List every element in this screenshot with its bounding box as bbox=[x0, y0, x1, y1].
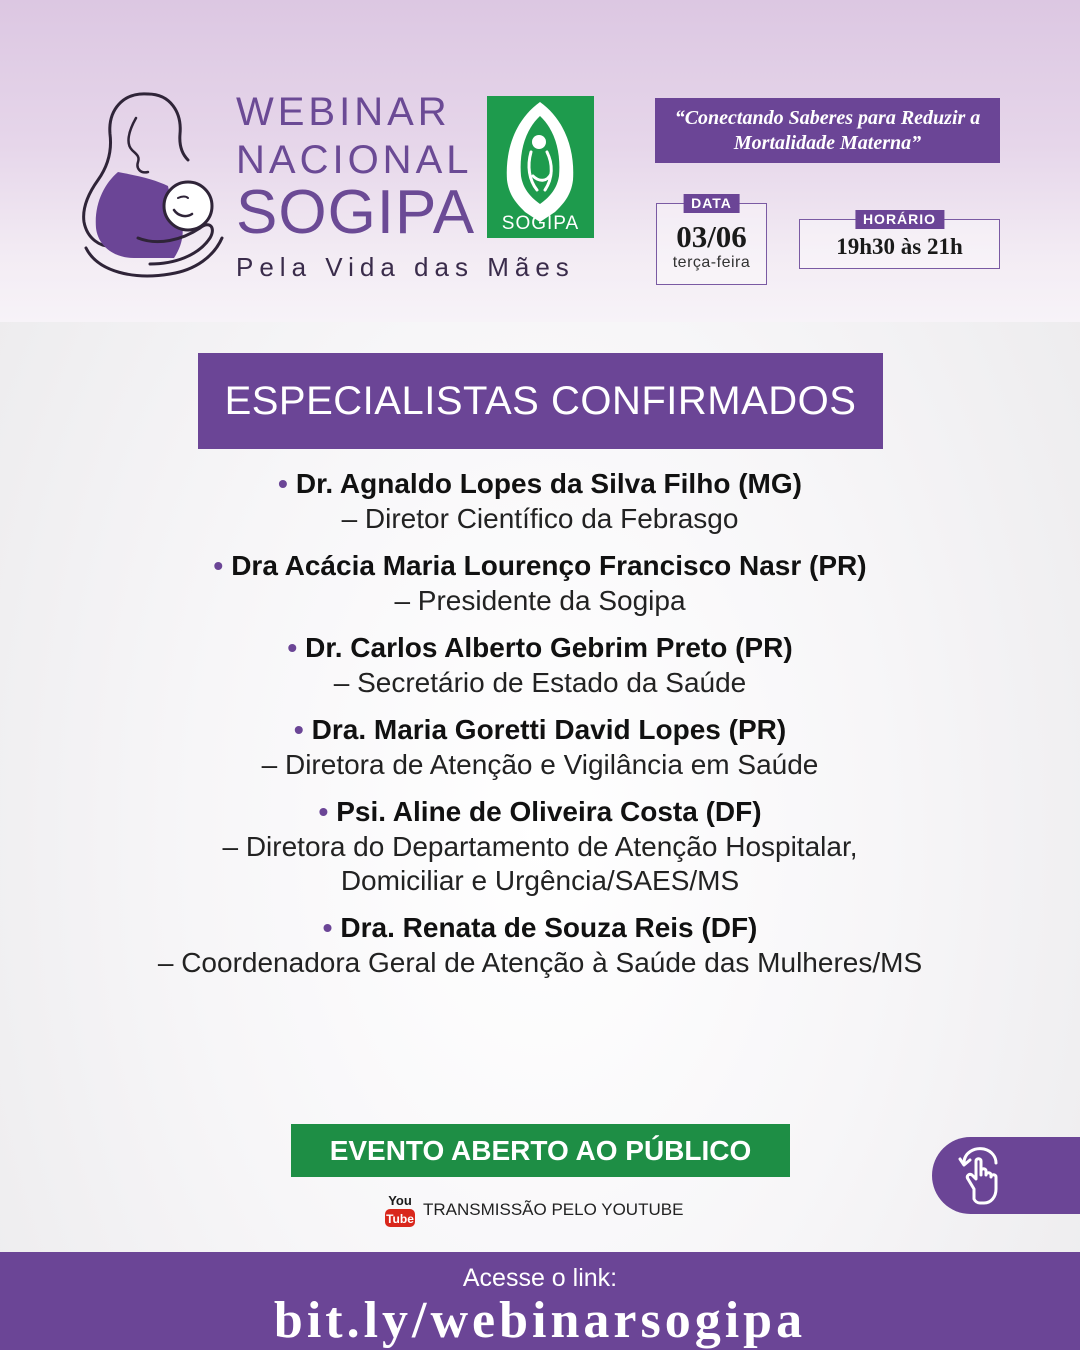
bullet-icon: • bbox=[293, 714, 304, 745]
title-line-3: SOGIPA bbox=[236, 178, 476, 247]
bullet-icon: • bbox=[213, 550, 224, 581]
footer-banner bbox=[0, 1252, 1080, 1350]
list-item bbox=[40, 548, 1040, 618]
bullet-icon: • bbox=[287, 632, 298, 663]
youtube-icon-bottom-text: Tube bbox=[386, 1212, 414, 1226]
specialist-role: – Diretor Científico da Febrasgo bbox=[341, 503, 739, 534]
specialist-role: – Coordenadora Geral de Atenção à Saúde das Mulheres/MS bbox=[157, 947, 923, 978]
specialist-role: – Diretora do Departamento de Atenção Hospitalar, bbox=[222, 831, 858, 862]
registration-link[interactable]: bit.ly/webinarsogipa bbox=[273, 1292, 807, 1349]
list-item bbox=[40, 910, 1040, 980]
title-line-2: NACIONAL bbox=[236, 138, 473, 182]
theme-quote: “Conectando Saberes para Reduzir a Mortalidade Materna” bbox=[655, 98, 1000, 163]
time-box bbox=[799, 211, 1000, 269]
date-label: DATA bbox=[683, 194, 740, 213]
list-item bbox=[40, 794, 1040, 898]
bullet-icon: • bbox=[278, 468, 288, 499]
list-item bbox=[40, 466, 1040, 536]
sogipa-logo-label: SOGIPA bbox=[501, 213, 580, 234]
time-label: HORÁRIO bbox=[855, 210, 944, 229]
sogipa-logo bbox=[487, 96, 594, 238]
specialist-role: – Secretário de Estado da Saúde bbox=[333, 667, 747, 698]
webinar-title bbox=[236, 88, 476, 246]
youtube-icon bbox=[384, 1190, 416, 1228]
specialist-name: Dra. Renata de Souza Reis (DF) bbox=[340, 912, 758, 943]
specialist-role: – Diretora de Atenção e Vigilância em Saúde bbox=[261, 749, 819, 780]
hand-pointer-icon bbox=[950, 1145, 1020, 1207]
list-item bbox=[40, 712, 1040, 782]
tap-here-tab[interactable] bbox=[932, 1137, 1080, 1214]
specialist-name: Dr. Agnaldo Lopes da Silva Filho (MG) bbox=[295, 468, 802, 499]
youtube-icon-top-text: You bbox=[388, 1193, 412, 1208]
mother-baby-icon bbox=[78, 88, 228, 283]
list-item bbox=[40, 630, 1040, 700]
open-event-badge: EVENTO ABERTO AO PÚBLICO bbox=[291, 1124, 790, 1177]
section-title: ESPECIALISTAS CONFIRMADOS bbox=[198, 353, 883, 449]
bullet-icon: • bbox=[318, 796, 329, 827]
specialist-name: Dra Acácia Maria Lourenço Francisco Nasr (PR) bbox=[231, 550, 867, 581]
footer-label: Acesse o link: bbox=[462, 1264, 618, 1292]
tagline: Pela Vida das Mães bbox=[236, 252, 575, 282]
header-banner bbox=[0, 0, 1080, 322]
time-value: 19h30 às 21h bbox=[836, 234, 963, 259]
specialist-name: Dr. Carlos Alberto Gebrim Preto (PR) bbox=[305, 632, 793, 663]
specialist-list bbox=[40, 466, 1040, 992]
specialist-name: Psi. Aline de Oliveira Costa (DF) bbox=[336, 796, 762, 827]
date-value: 03/06 bbox=[676, 219, 747, 254]
date-box bbox=[656, 195, 767, 285]
specialist-role: – Presidente da Sogipa bbox=[394, 585, 686, 616]
title-line-1: WEBINAR bbox=[236, 90, 451, 134]
bullet-icon: • bbox=[322, 912, 333, 943]
specialist-name: Dra. Maria Goretti David Lopes (PR) bbox=[311, 714, 787, 745]
date-weekday: terça-feira bbox=[672, 254, 751, 271]
stream-label: TRANSMISSÃO PELO YOUTUBE bbox=[423, 1200, 684, 1219]
specialist-role-continued: Domiciliar e Urgência/SAES/MS bbox=[340, 865, 740, 896]
